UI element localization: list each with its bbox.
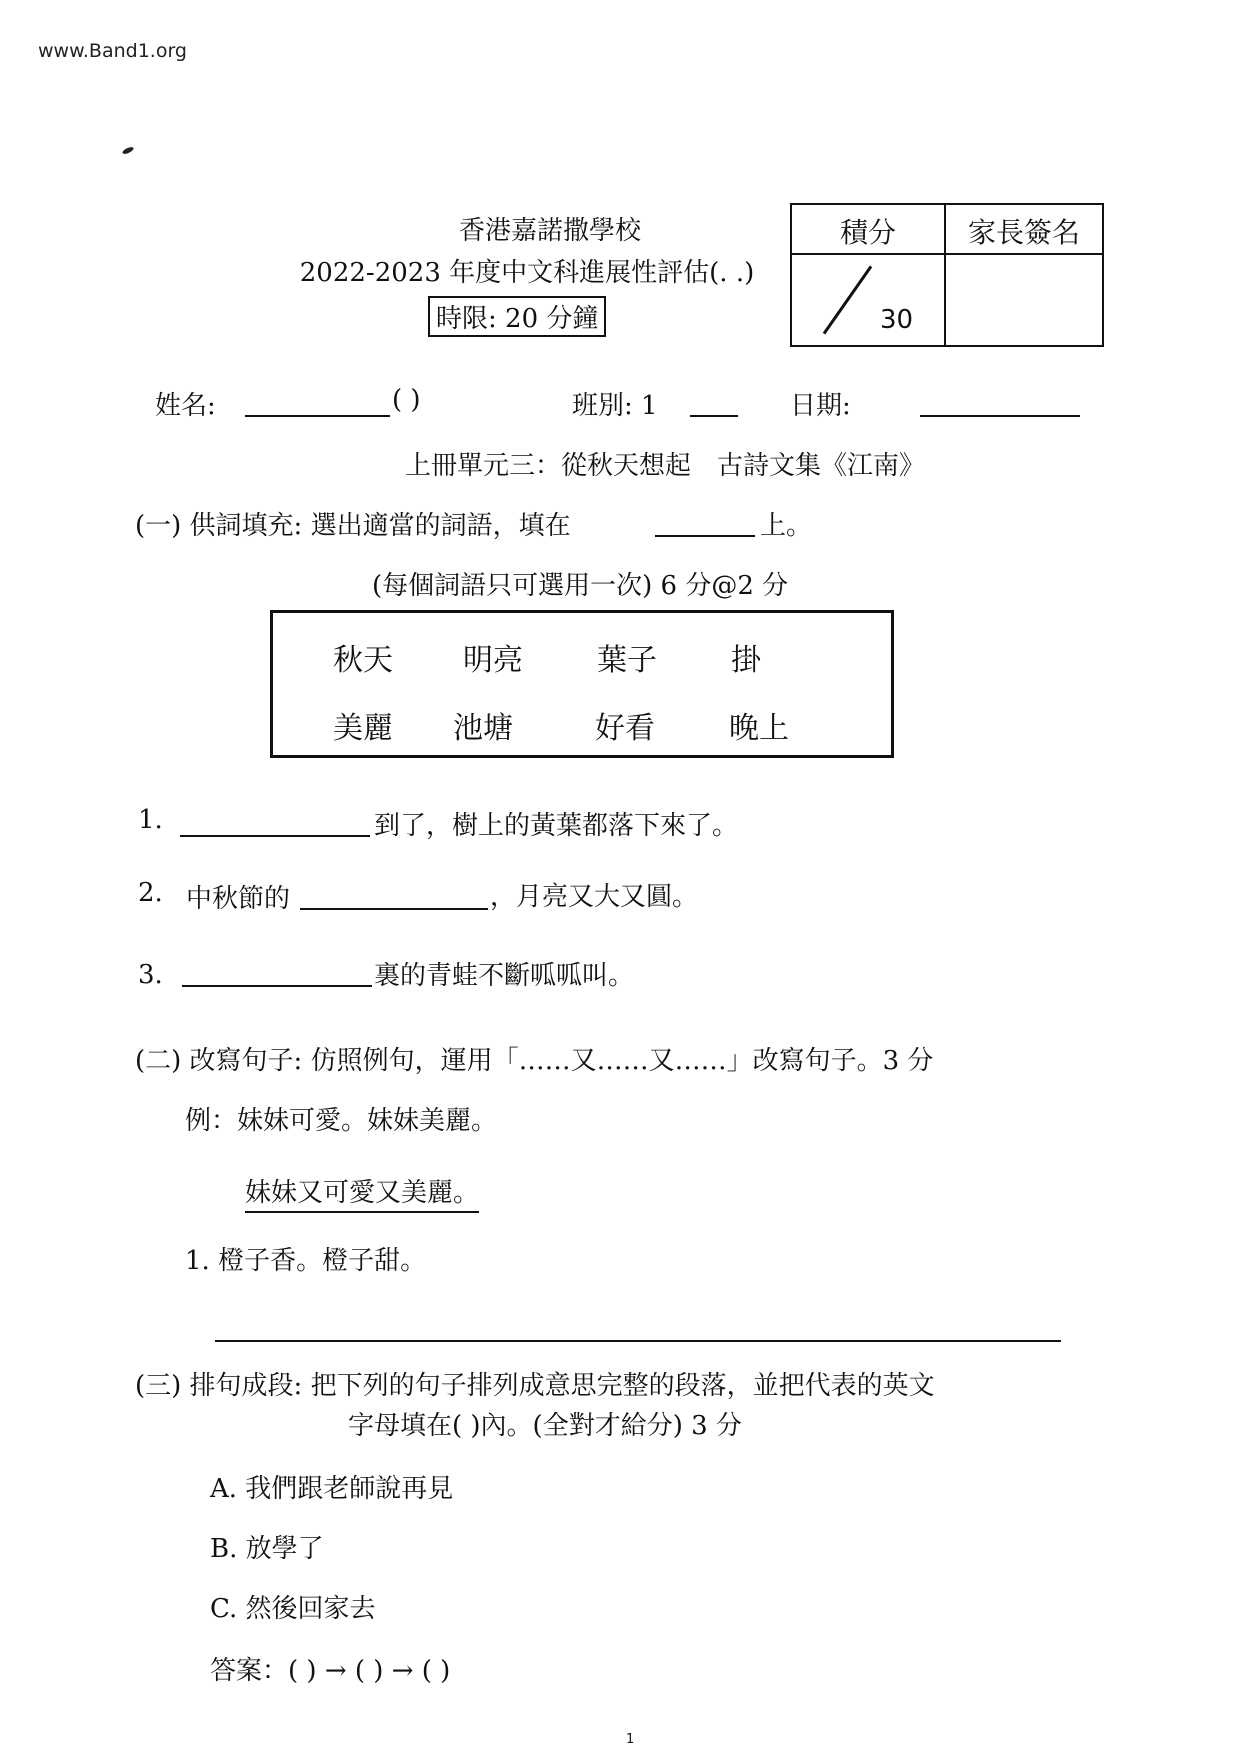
score-label: 積分: [839, 216, 896, 249]
section1-title: (一) 供詞填充: 選出適當的詞語，填在: [135, 511, 571, 541]
section2-q1: 1. 橙子香。橙子甜。: [185, 1246, 427, 1276]
word-item: 美麗: [333, 711, 393, 746]
section2-answer-line[interactable]: [215, 1340, 1061, 1342]
q3-text: 裏的青蛙不斷呱呱叫。: [374, 961, 635, 991]
school-name: 香港嘉諾撒學校: [458, 216, 641, 246]
q2-prefix: 中秋節的: [186, 884, 291, 914]
score-table: [790, 203, 1104, 347]
section2-example: 例：妹妹可愛。妹妹美麗。: [185, 1106, 498, 1136]
score-slash: [823, 266, 872, 335]
section3-title: (三) 排句成段: 把下列的句子排列成意思完整的段落，並把代表的英文: [135, 1371, 935, 1401]
section1-title-blank: [655, 505, 755, 537]
section3-title-cont: 字母填在( )內。(全對才給分) 3 分: [348, 1411, 742, 1441]
time-limit: 時限: 20 分鐘: [428, 296, 606, 337]
parent-signature-label: 家長簽名: [967, 216, 1080, 249]
name-label: 姓名:: [155, 391, 216, 421]
q2-text: ，月亮又大又圓。: [490, 882, 699, 912]
site-watermark: www.Band1.org: [38, 40, 187, 62]
q1-blank[interactable]: [180, 805, 370, 837]
section1-title-end: 上。: [760, 511, 813, 541]
word-item: 掛: [731, 643, 761, 678]
class-number-paren: ( ): [392, 385, 421, 415]
table-divider-horizontal: [792, 253, 1102, 255]
section2-example-answer: 妹妹又可愛又美麗。: [245, 1172, 479, 1213]
class-label: 班別: 1: [572, 391, 658, 421]
date-blank[interactable]: [920, 385, 1080, 417]
word-item: 葉子: [597, 643, 657, 678]
section3-option-c: C. 然後回家去: [210, 1594, 376, 1624]
word-bank: [270, 610, 894, 758]
section3-option-a: A. 我們跟老師說再見: [210, 1474, 454, 1504]
word-item: 秋天: [333, 643, 393, 678]
q2-blank[interactable]: [300, 878, 488, 910]
unit-title: 上冊單元三：從秋天想起 古詩文集《江南》: [405, 451, 926, 481]
word-item: 晚上: [729, 711, 789, 746]
word-item: 池塘: [453, 711, 513, 746]
page-number: 1: [626, 1732, 635, 1747]
class-blank[interactable]: [690, 385, 738, 417]
score-total: 30: [880, 305, 914, 335]
section1-note: (每個詞語只可選用一次) 6 分@2 分: [372, 571, 789, 601]
q3-blank[interactable]: [182, 955, 372, 987]
word-item: 好看: [595, 711, 655, 746]
word-item: 明亮: [463, 643, 523, 678]
exam-title: 2022-2023 年度中文科進展性評估(. .): [299, 258, 755, 288]
section3-option-b: B. 放學了: [210, 1534, 324, 1564]
q1-number: 1.: [138, 805, 163, 835]
q2-number: 2.: [138, 878, 163, 908]
section3-answer[interactable]: 答案：( ) → ( ) → ( ): [210, 1656, 451, 1686]
q3-number: 3.: [138, 960, 163, 990]
section2-title: (二) 改寫句子: 仿照例句，運用「……又……又……」改寫句子。3 分: [135, 1046, 934, 1076]
name-blank[interactable]: [245, 385, 390, 417]
date-label: 日期:: [790, 391, 851, 421]
ink-blot: [122, 146, 135, 156]
q1-text: 到了，樹上的黃葉都落下來了。: [374, 811, 739, 841]
